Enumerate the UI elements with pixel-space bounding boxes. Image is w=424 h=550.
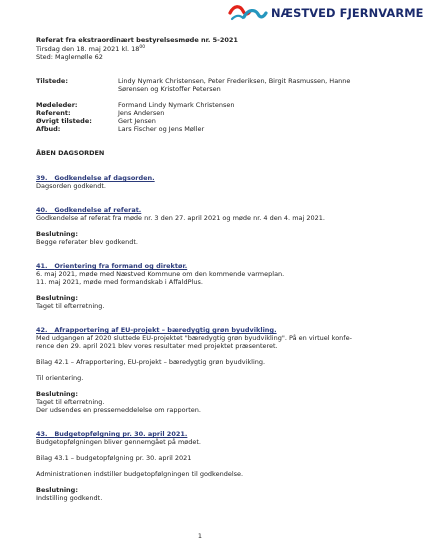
attendance-label: Mødeleder: — [36, 101, 78, 110]
decision-text: Indstilling godkendt. — [36, 494, 103, 503]
item-text: Dagsorden godkendt. — [36, 182, 106, 191]
attachment-reference: Bilag 42.1 – Afrapportering, EU-projekt – bæredygtig grøn byudvikling. — [36, 358, 266, 367]
item-heading: 40. Godkendelse af referat. — [36, 206, 142, 215]
waves-logo-icon — [228, 4, 268, 22]
item-heading: 41. Orientering fra formand og direktør. — [36, 262, 188, 271]
item-heading: 43. Budgetopfølgning pr. 30. april 2021. — [36, 430, 188, 439]
item-text: 6. maj 2021, møde med Næstved Kommune om den kommende varmeplan. — [36, 270, 285, 279]
attendance-label: Referent: — [36, 109, 71, 118]
attendance-value: Jens Andersen — [118, 109, 165, 118]
meeting-place: Sted: Maglemølle 62 — [36, 53, 103, 62]
item-text: Godkendelse af referat fra møde nr. 3 den 27. april 2021 og møde nr. 4 den 4. maj 2021. — [36, 214, 325, 223]
meeting-date: Tirsdag den 18. maj 2021 kl. $18^{00}$ — [36, 45, 146, 54]
brand-logo — [228, 4, 424, 22]
item-text: Med udgangen af 2020 sluttede EU-projektet "bæredygtig grøn byudvikling". På en virtuel konfe- — [36, 334, 352, 343]
decision-label: Beslutning: — [36, 294, 78, 303]
decision-text: Taget til efterretning. — [36, 398, 105, 407]
attendance-list — [36, 77, 378, 93]
attendance-list-roles — [36, 101, 378, 133]
agenda-item-42 — [36, 326, 378, 414]
attendance-label: Tilstede: — [36, 77, 68, 86]
attendance-label: Afbud: — [36, 125, 61, 134]
recommendation-text: Administrationen indstiller budgetopfølgningen til godkendelse. — [36, 470, 244, 479]
attendance-value: Gert Jensen — [118, 117, 156, 126]
time-minutes: 00 — [139, 45, 146, 50]
item-note: Til orientering. — [36, 374, 84, 383]
agenda-heading: ÅBEN DAGSORDEN — [36, 149, 105, 158]
decision-label: Beslutning: — [36, 390, 78, 399]
attendance-label: Øvrigt tilstede: — [36, 117, 92, 126]
attendance-value: Formand Lindy Nymark Christensen — [118, 101, 235, 110]
item-text: Budgetopfølgningen bliver gennemgået på mødet. — [36, 438, 201, 447]
brand-name: NÆSTVED FJERNVARME — [271, 6, 424, 20]
document-title: Referat fra ekstraordinært bestyrelsesmøde nr. 5-2021 — [36, 36, 238, 44]
item-text: rence den 29. april 2021 blev vores resultater med projektet præsenteret. — [36, 342, 278, 351]
decision-label: Beslutning: — [36, 486, 78, 495]
attendance-value: Lindy Nymark Christensen, Peter Frederiksen, Birgit Rasmussen, Hanne Sørensen og Kristoffer Petersen — [118, 77, 351, 94]
item-heading: 42. Afrapportering af EU-projekt – bæredygtig grøn byudvikling. — [36, 326, 277, 335]
attendance-value: Lars Fischer og Jens Møller — [118, 125, 205, 134]
decision-label: Beslutning: — [36, 230, 78, 239]
decision-text: Taget til efterretning. — [36, 302, 105, 311]
meeting-meta — [36, 36, 378, 61]
item-text: 11. maj 2021, møde med formandskab i AffaldPlus. — [36, 278, 203, 287]
agenda-item-43 — [36, 430, 378, 502]
document-body — [36, 36, 378, 502]
decision-text: Begge referater blev godkendt. — [36, 238, 138, 247]
agenda-item-40 — [36, 206, 378, 246]
agenda-item-39 — [36, 174, 378, 190]
page-number: 1 — [197, 532, 203, 540]
agenda-item-41 — [36, 262, 378, 310]
attachment-reference: Bilag 43.1 – budgetopfølgning pr. 30. april 2021 — [36, 454, 192, 463]
item-heading: 39. Godkendelse af dagsorden. — [36, 174, 155, 183]
decision-text: Der udsendes en pressemeddelelse om rapporten. — [36, 406, 201, 415]
